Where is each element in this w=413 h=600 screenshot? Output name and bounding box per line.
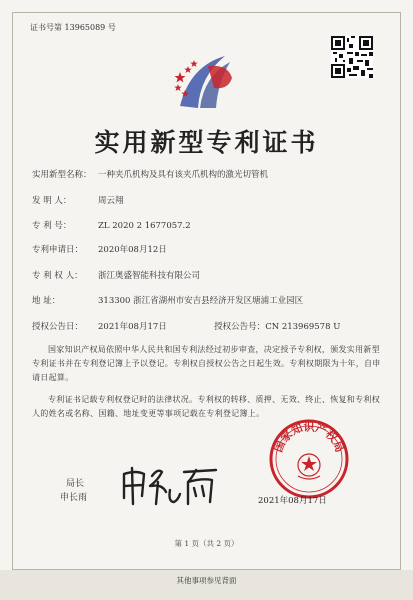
grant-pub-label: 授权公告号： (214, 322, 266, 332)
cert-number-label: 证书号第 (30, 23, 62, 32)
field-label: 地 址： (32, 296, 61, 306)
paragraph-grant-decision: 国家知识产权局依照中华人民共和国专利法经过初步审查，决定授予专利权，颁发实用新型专利证书并在专利登记簿上予以登记。专利权自授权公告之日起生效。专利权期限为十年，自申请日起算。 (32, 345, 381, 382)
patent-office-logo (170, 46, 240, 116)
field-value: 浙江奥盛智能科技有限公司 (98, 271, 201, 281)
field-value: 2020年08月12日 (98, 245, 167, 255)
certificate-title: 实用新型专利证书 (94, 128, 319, 157)
field-utility-name (32, 168, 268, 180)
field-patentee (32, 269, 200, 281)
field-patent-number (32, 219, 191, 231)
field-inventor (32, 194, 124, 206)
official-seal-icon (268, 418, 350, 500)
page-number: 第 1 页（共 2 页） (174, 539, 239, 548)
footer-note: 其他事项参见背面 (176, 576, 237, 585)
field-value: 周云翔 (98, 196, 124, 206)
field-address (32, 294, 303, 306)
seal-text: 国家知识产权局 (271, 420, 347, 455)
field-value: 一种夹爪机构及具有该夹爪机构的激光切管机 (98, 170, 269, 180)
field-label: 实用新型名称： (32, 170, 92, 180)
field-value: ZL 2020 2 1677057.2 (98, 221, 191, 231)
cert-number-value: 13965089 (64, 23, 106, 32)
director-signature (118, 464, 220, 506)
qr-code-icon (331, 36, 373, 78)
paragraph-legal-status: 专利证书记载专利权登记时的法律状况。专利权的转移、质押、无效、终止、恢复和专利权人的姓名或名称、国籍、地址变更等事项记载在专利登记簿上。 (32, 395, 380, 418)
field-label: 授权公告日： (32, 322, 84, 332)
cert-number-suffix: 号 (107, 23, 116, 32)
field-filing-date (32, 243, 167, 255)
certificate-number (30, 22, 116, 33)
field-label: 专利申请日： (32, 245, 84, 255)
field-grant (32, 320, 340, 332)
field-label: 发 明 人： (32, 196, 72, 206)
director-name: 申长雨 (60, 493, 88, 503)
field-value: 313300 浙江省湖州市安吉县经济开发区塘浦工业园区 (98, 296, 304, 306)
director-title: 局长 (66, 479, 85, 489)
field-label: 专 利 权 人： (32, 271, 83, 281)
field-label: 专 利 号： (32, 221, 72, 231)
grant-pub-value: CN 213969578 U (265, 322, 341, 332)
grant-date: 2021年08月17日 (98, 322, 167, 332)
seal-date: 2021年08月17日 (258, 496, 327, 506)
